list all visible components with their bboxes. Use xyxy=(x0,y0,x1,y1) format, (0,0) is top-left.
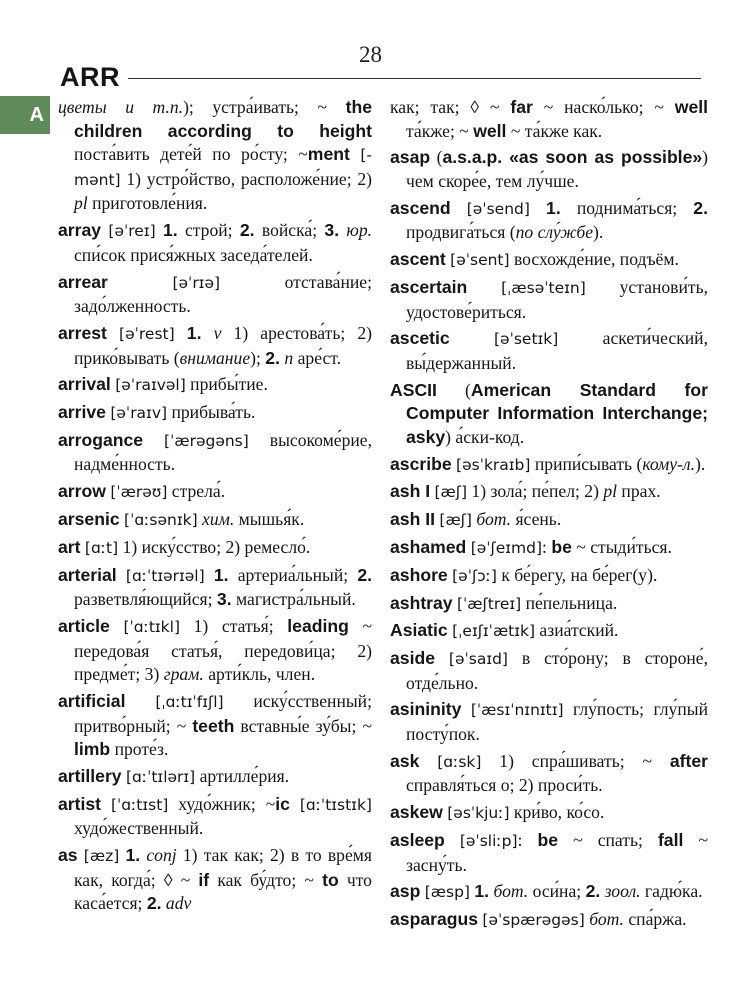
transcription: [ˌeɪʃɪˈætɪk] xyxy=(452,622,536,641)
definition-text: худо́жник; ~ xyxy=(168,793,276,814)
transcription: [əˈrɪə] xyxy=(172,273,221,292)
definition-text xyxy=(156,220,163,240)
dictionary-entry-ascii xyxy=(390,379,708,450)
definition-text: : xyxy=(517,830,538,850)
bold-phrase: be xyxy=(551,536,572,557)
bold-phrase: leading xyxy=(287,615,349,636)
headword: asp xyxy=(390,881,421,902)
italic-label: conj xyxy=(146,845,177,866)
dictionary-entry-arrear xyxy=(58,271,372,319)
definition-text xyxy=(350,144,361,164)
transcription: [əˈsend] xyxy=(466,199,530,218)
bold-phrase: if xyxy=(198,869,210,890)
definition-text: я́сень. xyxy=(511,509,562,530)
definition-text xyxy=(450,328,494,348)
dictionary-entry-as xyxy=(58,844,372,916)
dictionary-entry-arrest xyxy=(58,322,372,370)
transcription: [əˈsaɪd] xyxy=(448,650,508,669)
bold-phrase: ic xyxy=(275,793,290,814)
definition-text: поднима́ться; xyxy=(560,197,694,218)
definition-text xyxy=(419,751,437,771)
italic-label: v xyxy=(213,322,222,343)
dictionary-entry-arrive xyxy=(58,401,372,426)
transcription: [əsˈkjuː] xyxy=(447,804,510,823)
headword: artist xyxy=(58,793,102,814)
definition-text: глу́пость; глу́пый посту́пок. xyxy=(406,699,708,745)
definition-text: 1) иску́сство; 2) ремесло́. xyxy=(118,536,311,557)
definition-text: 1) зола́; пе́пел; 2) xyxy=(467,481,604,502)
italic-label: внимание xyxy=(179,347,251,368)
italic-label: хим. xyxy=(202,509,235,529)
bold-phrase: limb xyxy=(74,739,111,760)
transcription: [ˈɑːsənɪk] xyxy=(124,511,198,529)
headword: ash II xyxy=(390,509,435,530)
dictionary-entry-arrogance xyxy=(58,429,372,477)
definition-text: к бе́регу, на бе́рег(у). xyxy=(496,564,658,585)
dictionary-entry-ashamed xyxy=(390,536,708,561)
bold-phrase: 2. xyxy=(357,564,373,585)
bold-phrase: 1. xyxy=(474,881,490,902)
italic-label: pl xyxy=(603,481,618,502)
definition-text: ~ спать; xyxy=(558,830,658,850)
bold-phrase: 3. xyxy=(216,589,232,610)
definition-text: азиа́тский. xyxy=(535,620,619,641)
page-number: 28 xyxy=(359,42,382,67)
transcription: [-mənt] xyxy=(74,146,372,189)
definition-text: в сто́рону; в стороне́, отде́льно. xyxy=(406,648,708,693)
definition-text: артериа́льный; xyxy=(228,564,358,585)
bold-phrase: 3. xyxy=(324,220,340,241)
dictionary-entry-asleep xyxy=(390,829,708,877)
transcription: [ɑːsk] xyxy=(437,752,482,771)
transcription: [ɑːˈtɪstɪk] xyxy=(299,795,372,814)
definition-text: ~ стыди́ться. xyxy=(571,536,672,557)
bold-phrase: 2. xyxy=(239,220,255,241)
bold-phrase: fall xyxy=(657,830,684,850)
definition-text: справля́ться о; 2) проси́ть. xyxy=(406,775,603,796)
definition-text xyxy=(435,648,449,668)
bold-phrase: 1. xyxy=(546,197,561,218)
headword: array xyxy=(58,220,102,241)
headword: as xyxy=(58,845,78,866)
bold-phrase: 2. xyxy=(146,893,162,914)
definition-text: 1) арестова́ть; 2) прико́вывать ( xyxy=(74,322,373,368)
definition-text: войска́; xyxy=(254,220,325,241)
definition-text: 1) устро́йство, расположе́ние; 2) xyxy=(120,168,372,189)
definition-text: проте́з. xyxy=(110,739,169,760)
dictionary-entry-ash2 xyxy=(390,508,708,533)
header-rule xyxy=(128,78,701,79)
transcription: [əˈsliːp] xyxy=(459,832,518,850)
definition-text: ~ засну́ть. xyxy=(406,830,708,875)
dictionary-entry-asp xyxy=(390,880,708,905)
bold-phrase: 1. xyxy=(186,322,202,343)
definition-text xyxy=(201,323,213,343)
definition-text xyxy=(125,691,155,711)
thumb-index-tab: A xyxy=(0,96,50,134)
headword: ashtray xyxy=(390,592,453,613)
bold-phrase: far xyxy=(510,97,533,117)
bold-phrase: 1. xyxy=(162,220,178,241)
headword: askew xyxy=(390,802,443,823)
headword: ASCII xyxy=(390,379,437,400)
definition-text: стрела́. xyxy=(167,481,226,502)
transcription: [əˈʃɔː] xyxy=(452,566,497,585)
bold-phrase: be xyxy=(537,830,559,850)
dictionary-entry-ascend xyxy=(390,197,708,245)
transcription: [əˈʃeɪmd] xyxy=(470,538,543,557)
definition-text: ); устра́ивать; ~ xyxy=(183,97,346,117)
definition-text xyxy=(107,323,119,343)
headword: Asiatic xyxy=(390,620,448,641)
dictionary-entry-ashtray xyxy=(390,592,708,617)
definition-text: отстава́ние; задо́лженность. xyxy=(74,271,372,317)
definition-text xyxy=(101,794,111,814)
dictionary-entry-article xyxy=(58,615,372,687)
running-head: ARR xyxy=(60,62,120,92)
definition-text: ~ передова́я статья́, передови́ца; 2) предме́т; 3) xyxy=(74,615,372,685)
dictionary-entry-arterial xyxy=(58,564,372,612)
italic-label: adv xyxy=(165,893,192,914)
definition-text: оси́на; xyxy=(528,881,586,902)
dictionary-entry-art xyxy=(58,536,372,561)
bold-phrase: well xyxy=(674,97,709,117)
headword: arrival xyxy=(58,374,111,395)
transcription: [ɑːˈtɪlərɪ] xyxy=(125,767,196,786)
definition-text: гадю́ка. xyxy=(640,881,703,902)
definition-text xyxy=(175,323,187,343)
definition-text: ( xyxy=(436,379,471,400)
transcription: [əˈreɪ] xyxy=(108,222,156,241)
headword: arrive xyxy=(58,402,106,423)
bold-phrase: teeth xyxy=(192,715,235,736)
dictionary-entry-arrow xyxy=(58,480,372,505)
dictionary-entry-arsenic xyxy=(58,508,372,533)
transcription: [ˈæsɪˈnɪnɪtɪ] xyxy=(470,701,564,720)
headword: ashore xyxy=(390,564,448,585)
transcription: [ˈɑːtɪkl] xyxy=(123,617,181,636)
headword: art xyxy=(58,536,81,557)
left-column xyxy=(58,96,372,919)
dictionary-entry-asparagus xyxy=(390,908,708,933)
headword: ascertain xyxy=(390,276,468,297)
definition-text: 1) спра́шивать; ~ xyxy=(481,750,670,771)
definition-text xyxy=(110,616,124,636)
headword: article xyxy=(58,615,110,636)
headword: ask xyxy=(390,750,420,771)
dictionary-entry-as-cont xyxy=(390,96,708,143)
definition-text: ); xyxy=(250,347,266,368)
definition-text: ( xyxy=(430,147,443,168)
definition-text: прибы́тие. xyxy=(185,374,268,395)
definition-text: 1) так как; 2) в то вре́мя как, когда́; ◊ ~ xyxy=(74,845,372,890)
definition-text: как бу́дто; ~ xyxy=(209,869,323,890)
bold-phrase: 2. xyxy=(693,197,708,218)
definition-text: ) а́ски-код. xyxy=(445,426,525,447)
definition-text xyxy=(143,430,164,450)
headword: asininity xyxy=(390,699,462,720)
transcription: [ɑːˈtɪərɪəl] xyxy=(125,566,205,585)
dictionary-entry-askew xyxy=(390,801,708,826)
definition-text: продвига́ться ( xyxy=(406,222,516,243)
definition-text: пе́пельница. xyxy=(521,592,618,613)
italic-label: юр. xyxy=(346,220,373,241)
definition-text: ). xyxy=(695,453,706,474)
dictionary-entry-array xyxy=(58,219,372,267)
definition-text: припи́сывать ( xyxy=(530,453,643,474)
dictionary-entry-ashore xyxy=(390,564,708,589)
transcription: [əˈraɪvəl] xyxy=(115,376,186,395)
dictionary-entry-artillery xyxy=(58,765,372,790)
bold-phrase: 2. xyxy=(585,881,601,902)
italic-label: pl xyxy=(74,193,88,214)
headword: arterial xyxy=(58,564,117,585)
italic-label: бот. xyxy=(476,509,512,530)
definition-text: поста́вить дете́й по ро́сту; ~ xyxy=(74,144,308,165)
headword: arrear xyxy=(58,271,108,292)
dictionary-entry-aside xyxy=(390,647,708,695)
dictionary-entry-asiatic xyxy=(390,619,708,644)
definition-text: приготовле́ния. xyxy=(87,193,208,214)
definition-text: та́кже; ~ xyxy=(406,120,474,141)
definition-text: худо́жественный. xyxy=(74,818,204,839)
definition-text: что каса́ется; xyxy=(74,869,372,914)
definition-text: установи́ть, удостове́риться. xyxy=(406,276,708,322)
definition-text: мышья́к. xyxy=(234,509,305,529)
dictionary-entry-asininity xyxy=(390,698,708,746)
italic-label: грам. xyxy=(163,664,204,685)
dictionary-entry-asap xyxy=(390,146,708,193)
headword: ascend xyxy=(390,197,451,218)
definition-text xyxy=(467,277,501,297)
transcription: [əˈrest] xyxy=(119,324,175,343)
headword: arrest xyxy=(58,322,107,343)
italic-label: бот. xyxy=(493,881,529,902)
definition-text: спа́ржа. xyxy=(623,909,687,930)
transcription: [æʃ] xyxy=(434,483,468,502)
transcription: [æsp] xyxy=(424,883,470,902)
italic-label: по слу́жбе xyxy=(515,222,594,243)
dictionary-entry-artist xyxy=(58,793,372,841)
dictionary-entry-arrival xyxy=(58,373,372,398)
definition-text xyxy=(290,794,300,814)
bold-phrase: 2. xyxy=(265,347,280,368)
transcription: [əˈspærəgəs] xyxy=(482,911,585,930)
bold-phrase: 1. xyxy=(125,845,141,866)
transcription: [æʃ] xyxy=(439,511,472,530)
headword: ascribe xyxy=(390,453,452,474)
definition-text xyxy=(205,565,214,585)
definition-text: вставны́е зу́бы; ~ xyxy=(234,715,372,736)
transcription: [əˈsetɪk] xyxy=(494,330,559,349)
definition-text: ~ наско́лько; ~ xyxy=(532,97,675,117)
headword: artificial xyxy=(58,690,126,711)
definition-text: магистра́льный. xyxy=(231,589,356,610)
bold-phrase: well xyxy=(473,120,507,141)
definition-text xyxy=(461,699,470,719)
definition-text: артилле́рия. xyxy=(195,765,290,786)
definition-text: 1) статья́; xyxy=(180,615,288,636)
italic-label: зоол. xyxy=(604,881,641,902)
bold-phrase: to xyxy=(322,869,339,890)
dictionary-entry-ask xyxy=(390,750,708,798)
transcription: [ˈɑːtɪst] xyxy=(110,795,169,814)
headword: ash I xyxy=(390,481,431,502)
headword: arrow xyxy=(58,481,106,502)
headword: arrogance xyxy=(58,429,144,450)
definition-text: прибыва́ть. xyxy=(167,402,256,423)
italic-label: цветы и т.п. xyxy=(58,97,184,117)
headword: asap xyxy=(390,147,431,168)
transcription: [ˌæsəˈteɪn] xyxy=(501,278,586,297)
transcription: [əsˈkraɪb] xyxy=(456,455,531,474)
bold-phrase: American Standard for Computer Information Interchange; asky xyxy=(406,379,708,447)
bold-phrase: ment xyxy=(307,144,350,165)
definition-text: строй; xyxy=(177,220,240,241)
headword: ascetic xyxy=(390,328,450,349)
bold-phrase: a.s.a.p. «as soon as possible» xyxy=(442,147,703,168)
italic-label: n xyxy=(284,347,294,368)
definition-text: прах. xyxy=(617,481,661,502)
dictionary-entry-ascent xyxy=(390,248,708,273)
dictionary-entry-ascribe xyxy=(390,453,708,478)
definition-text: ~ та́кже как. xyxy=(506,120,603,141)
transcription: [æz] xyxy=(83,847,120,866)
definition-text: ). xyxy=(593,222,604,243)
bold-phrase: the children according to height xyxy=(74,97,372,141)
dictionary-entry-cont xyxy=(58,96,372,216)
bold-phrase: after xyxy=(669,750,708,771)
dictionary-entry-ascetic xyxy=(390,327,708,375)
definition-text: аре́ст. xyxy=(293,347,342,368)
definition-text: спи́сок прися́жных заседа́телей. xyxy=(74,244,313,265)
dictionary-entry-ascertain xyxy=(390,276,708,324)
headword: arsenic xyxy=(58,509,120,529)
definition-text: ) чем скоре́е, тем лу́чше. xyxy=(406,147,709,191)
definition-text: разветвля́ющийся; xyxy=(74,589,217,610)
italic-label: бот. xyxy=(589,909,624,930)
italic-label: кому-л. xyxy=(642,453,695,474)
headword: ashamed xyxy=(390,536,467,557)
transcription: [ˌɑːtɪˈfɪʃl] xyxy=(155,692,224,711)
headword: aside xyxy=(390,648,435,669)
definition-text: восхожде́ние, подъём. xyxy=(509,249,679,270)
definition-text: арти́кль, член. xyxy=(203,664,316,685)
definition-text: высокоме́рие, надме́нность. xyxy=(74,429,372,475)
definition-text xyxy=(451,198,467,218)
definition-text xyxy=(117,565,126,585)
dictionary-entry-ash1 xyxy=(390,480,708,505)
definition-text: аскети́ческий, вы́держанный. xyxy=(406,328,708,373)
definition-text xyxy=(445,830,460,850)
transcription: [əˈraɪv] xyxy=(110,404,168,423)
transcription: [ˈærəgəns] xyxy=(164,431,249,450)
headword: asleep xyxy=(390,830,445,850)
transcription: [əˈsent] xyxy=(450,251,510,270)
headword: ascent xyxy=(390,249,446,270)
headword: artillery xyxy=(58,765,122,786)
bold-phrase: 1. xyxy=(213,564,229,585)
transcription: [ˈæʃtreɪ] xyxy=(457,594,522,613)
headword: asparagus xyxy=(390,909,479,930)
definition-text xyxy=(530,198,546,218)
right-column xyxy=(390,96,708,936)
definition-text: иску́сственный; притво́рный; ~ xyxy=(74,690,372,736)
definition-text: как; так; ◊ ~ xyxy=(390,97,511,117)
dictionary-entry-artificial xyxy=(58,690,372,762)
transcription: [ɑːt] xyxy=(84,538,119,557)
transcription: [ˈærəʊ] xyxy=(110,483,168,502)
definition-text: кри́во, ко́со. xyxy=(509,802,605,823)
definition-text xyxy=(108,272,173,292)
definition-text: : xyxy=(542,536,552,557)
